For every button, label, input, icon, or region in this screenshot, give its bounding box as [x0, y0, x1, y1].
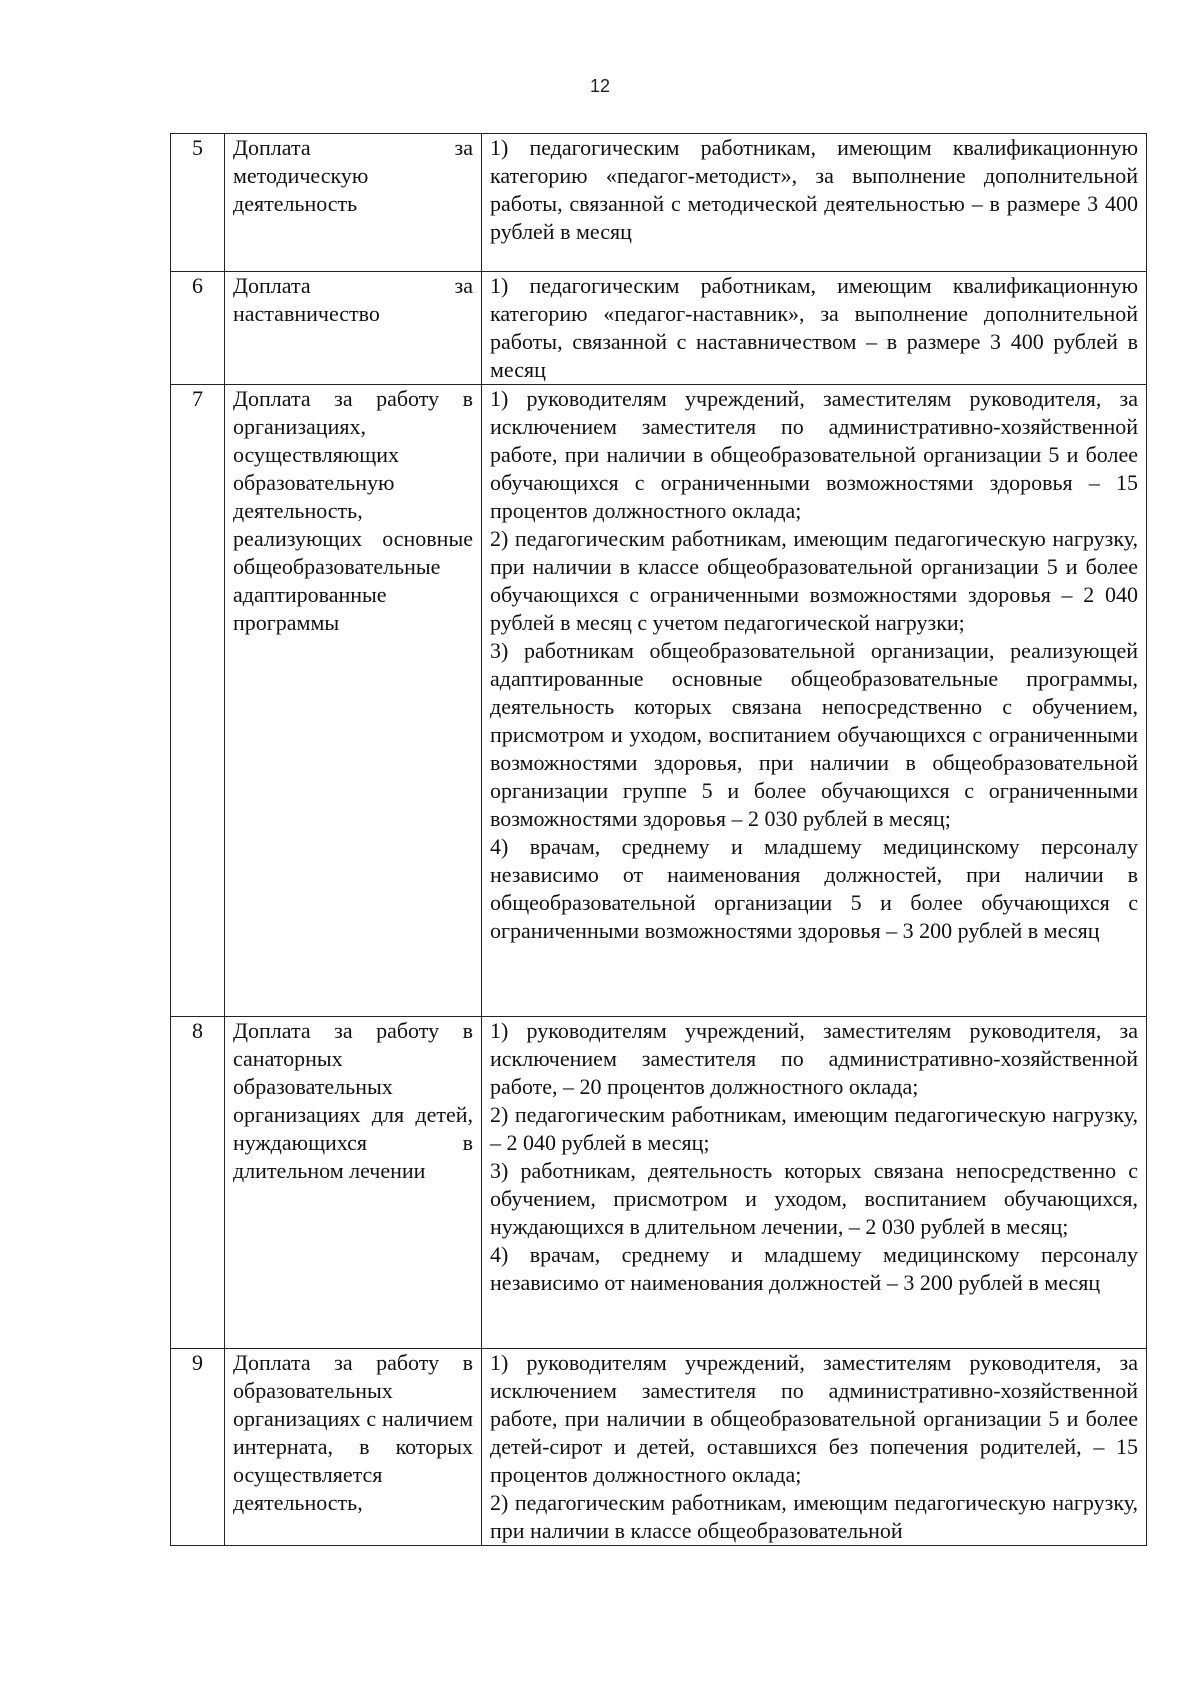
condition-item: 3) работникам общеобразовательной организации, реализующей адаптированные основные общеобразовательные программы, деятельность которых связана непосредственно с обучением, присмотром и уходом, воспитанием обучающихся с ограниченными возможностями здоровья, при наличии в общеобразовательной организации группе 5 и более обучающихся с ограниченными возможностями здоровья – 2 030 рублей в месяц;	[490, 638, 1138, 831]
table-row	[171, 1349, 1147, 1546]
condition-item: 2) педагогическим работникам, имеющим педагогическую нагрузку, – 2 040 рублей в месяц;	[490, 1102, 1138, 1155]
condition-item: 1) руководителям учреждений, заместителям руководителя, за исключением заместителя по административно-хозяйственной работе, – 20 процентов должностного оклада;	[490, 1018, 1138, 1099]
condition-item: 4) врачам, среднему и младшему медицинскому персоналу независимо от наименования должностей, при наличии в общеобразовательной организации 5 и более обучающихся с ограниченными возможностями здоровья – 3 200 рублей в месяц	[490, 834, 1138, 943]
row-number: 8	[171, 1017, 225, 1349]
condition-item: 3) работникам, деятельность которых связана непосредственно с обучением, присмотром и уходом, воспитанием обучающихся, нуждающихся в длительном лечении, – 2 030 рублей в месяц;	[490, 1158, 1138, 1239]
allowance-table	[170, 133, 1147, 1546]
condition-item: 2) педагогическим работникам, имеющим педагогическую нагрузку, при наличии в классе общеобразовательной организации 5 и более обучающихся с ограниченными возможностями здоровья – 2 040 рублей в месяц с учетом педагогической нагрузки;	[490, 526, 1138, 635]
table-row	[171, 385, 1147, 1017]
row-number: 7	[171, 385, 225, 1017]
condition-item: 2) педагогическим работникам, имеющим педагогическую нагрузку, при наличии в классе общеобразовательной	[490, 1490, 1138, 1543]
allowance-conditions	[482, 1017, 1147, 1349]
table-row	[171, 1017, 1147, 1349]
table-body	[171, 134, 1147, 1546]
row-number: 9	[171, 1349, 225, 1546]
condition-item: 4) врачам, среднему и младшему медицинскому персоналу независимо от наименования должностей – 3 200 рублей в месяц	[490, 1242, 1138, 1295]
allowance-conditions	[482, 1349, 1147, 1546]
row-number: 5	[171, 134, 225, 272]
condition-item: 1) руководителям учреждений, заместителям руководителя, за исключением заместителя по административно-хозяйственной работе, при наличии в общеобразовательной организации 5 и более обучающихся с ограниченными возможностями здоровья – 15 процентов должностного оклада;	[490, 386, 1138, 523]
condition-item: 1) руководителям учреждений, заместителям руководителя, за исключением заместителя по административно-хозяйственной работе, при наличии в общеобразовательной организации 5 и более детей-сирот и детей, оставшихся без попечения родителей, – 15 процентов должностного оклада;	[490, 1350, 1138, 1487]
row-number: 6	[171, 272, 225, 385]
allowance-name: Доплата за работу в санаторных образовательных организациях для детей, нуждающихся в длительном лечении	[225, 1017, 482, 1349]
table-row	[171, 134, 1147, 272]
allowance-conditions	[482, 272, 1147, 385]
condition-item: 1) педагогическим работникам, имеющим квалификационную категорию «педагог-методист», за выполнение дополнительной работы, связанной с методической деятельностью – в размере 3 400 рублей в месяц	[490, 135, 1138, 244]
table-row	[171, 272, 1147, 385]
allowance-conditions	[482, 134, 1147, 272]
allowance-name: Доплата за наставничество	[225, 272, 482, 385]
allowance-name: Доплата за методическую деятельность	[225, 134, 482, 272]
condition-item: 1) педагогическим работникам, имеющим квалификационную категорию «педагог-наставник», за выполнение дополнительной работы, связанной с наставничеством – в размере 3 400 рублей в месяц	[490, 273, 1138, 382]
allowance-name: Доплата за работу в организациях, осуществляющих образовательную деятельность, реализующих основные общеобразовательные адаптированные программы	[225, 385, 482, 1017]
allowance-name: Доплата за работу в образовательных организациях с наличием интерната, в которых осуществляется деятельность,	[225, 1349, 482, 1546]
page-number: 12	[589, 76, 611, 96]
allowance-conditions	[482, 385, 1147, 1017]
